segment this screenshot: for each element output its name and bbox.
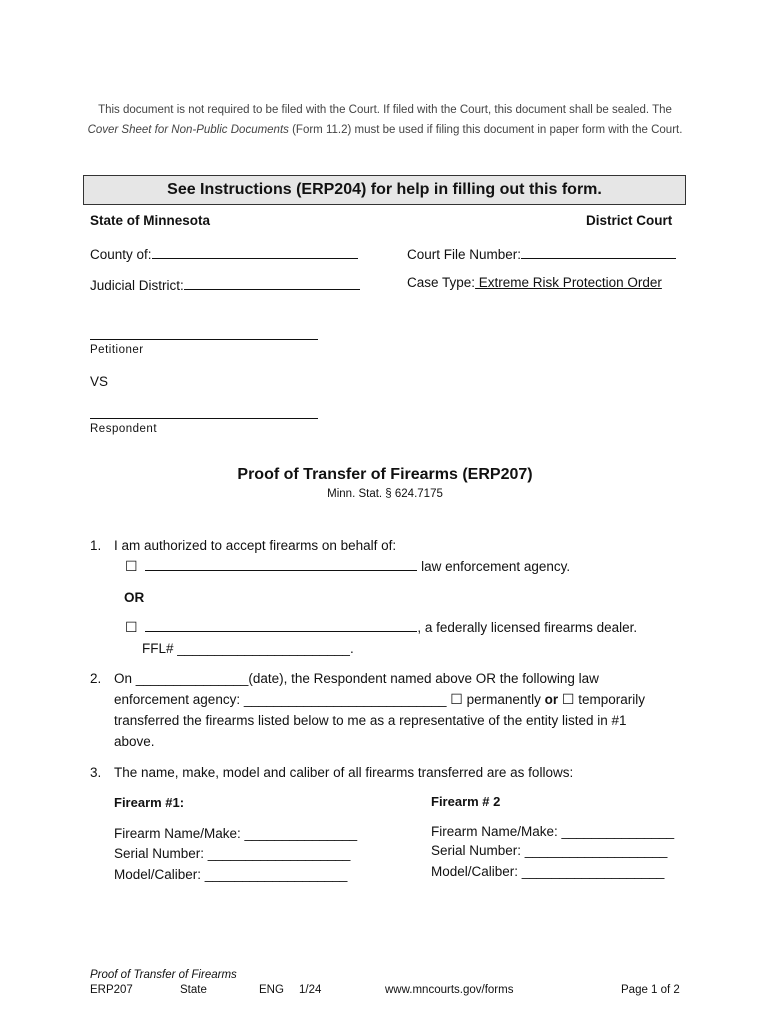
statute-reference: Minn. Stat. § 624.7175 <box>327 488 443 500</box>
footer-date: 1/24 <box>299 984 322 996</box>
footer-lang: ENG <box>259 984 284 996</box>
footer-url[interactable]: www.mncourts.gov/forms <box>385 984 514 996</box>
instructions-banner: See Instructions (ERP204) for help in filling out this form. <box>83 175 686 205</box>
firearm-1-serial[interactable]: Serial Number: ___________________ <box>114 846 351 861</box>
notice-line-1: This document is not required to be filed with the Court. If filed with the Court, this document shall be sealed. The <box>98 104 672 116</box>
petitioner-line[interactable] <box>90 339 318 340</box>
footer-page-number: Page 1 of 2 <box>621 984 680 996</box>
county-label: County of: <box>90 247 152 262</box>
item-1-text: I am authorized to accept firearms on behalf of: <box>114 538 397 553</box>
dealer-option-row <box>125 617 637 638</box>
agency-name-field[interactable] <box>145 556 417 571</box>
notice-line-2 <box>60 120 710 140</box>
or-inline: or <box>544 692 559 707</box>
county-row <box>90 244 358 262</box>
firearm-1-model[interactable]: Model/Caliber: ___________________ <box>114 867 348 882</box>
firearm-2-model[interactable]: Model/Caliber: ___________________ <box>431 864 665 879</box>
dealer-name-field[interactable] <box>145 617 417 632</box>
dealer-suffix: , a federally licensed firearms dealer. <box>417 620 638 635</box>
sealing-notice <box>60 100 710 140</box>
ffl-field[interactable]: FFL# _______________________. <box>142 641 354 656</box>
footer-state: State <box>180 984 207 996</box>
temporary-label: temporarily <box>574 692 646 707</box>
item-2-line-3: transferred the firearms listed below to me as a representative of the entity listed in #1 <box>114 713 627 728</box>
agency-suffix: law enforcement agency. <box>417 559 571 574</box>
temporary-checkbox[interactable]: ☐ <box>561 691 575 707</box>
state-label: State of Minnesota <box>90 213 211 228</box>
item-2-line-1: On _______________(date), the Respondent named above OR the following law <box>114 671 599 686</box>
case-type-value: Extreme Risk Protection Order <box>475 275 662 290</box>
footer-form-title: Proof of Transfer of Firearms <box>90 969 237 981</box>
file-number-row <box>407 244 676 262</box>
firearm-1-heading: Firearm #1: <box>114 795 185 810</box>
footer-code: ERP207 <box>90 984 133 996</box>
item-1-number: 1. <box>90 538 102 553</box>
respondent-label: Respondent <box>90 423 158 435</box>
district-label: Judicial District: <box>90 278 184 293</box>
case-type-row <box>407 275 678 290</box>
file-number-label: Court File Number: <box>407 247 522 262</box>
permanent-label: permanently <box>462 692 545 707</box>
firearm-2-heading: Firearm # 2 <box>431 794 501 809</box>
or-label: OR <box>124 590 145 605</box>
agency-option-row <box>125 556 570 577</box>
firearm-2-serial[interactable]: Serial Number: ___________________ <box>431 843 668 858</box>
item-2-number: 2. <box>90 671 102 686</box>
file-number-field[interactable] <box>521 244 676 259</box>
petitioner-label: Petitioner <box>90 344 144 356</box>
notice-line-2-rest: (Form 11.2) must be used if filing this document in paper form with the Court. <box>288 124 683 136</box>
agency-blank[interactable]: enforcement agency: ___________________________ <box>114 692 451 707</box>
firearm-2-name-make[interactable]: Firearm Name/Make: _______________ <box>431 824 675 839</box>
court-label: District Court <box>586 213 673 228</box>
item-2-text <box>114 668 694 752</box>
cover-sheet-reference: Cover Sheet for Non-Public Documents <box>87 124 289 136</box>
firearm-1-name-make[interactable]: Firearm Name/Make: _______________ <box>114 826 358 841</box>
dealer-checkbox[interactable]: ☐ <box>125 619 138 635</box>
item-3-text: The name, make, model and caliber of all firearms transferred are as follows: <box>114 765 574 780</box>
item-3-number: 3. <box>90 765 102 780</box>
case-type-label: Case Type: <box>407 275 476 290</box>
versus-label: VS <box>90 374 109 389</box>
agency-checkbox[interactable]: ☐ <box>125 558 138 574</box>
district-field[interactable] <box>184 275 360 290</box>
district-row <box>90 275 360 293</box>
respondent-line[interactable] <box>90 418 318 419</box>
permanent-checkbox[interactable]: ☐ <box>450 691 463 707</box>
item-2-line-2 <box>114 689 694 710</box>
county-field[interactable] <box>152 244 358 259</box>
item-2-line-4: above. <box>114 734 155 749</box>
form-title: Proof of Transfer of Firearms (ERP207) <box>237 466 533 483</box>
